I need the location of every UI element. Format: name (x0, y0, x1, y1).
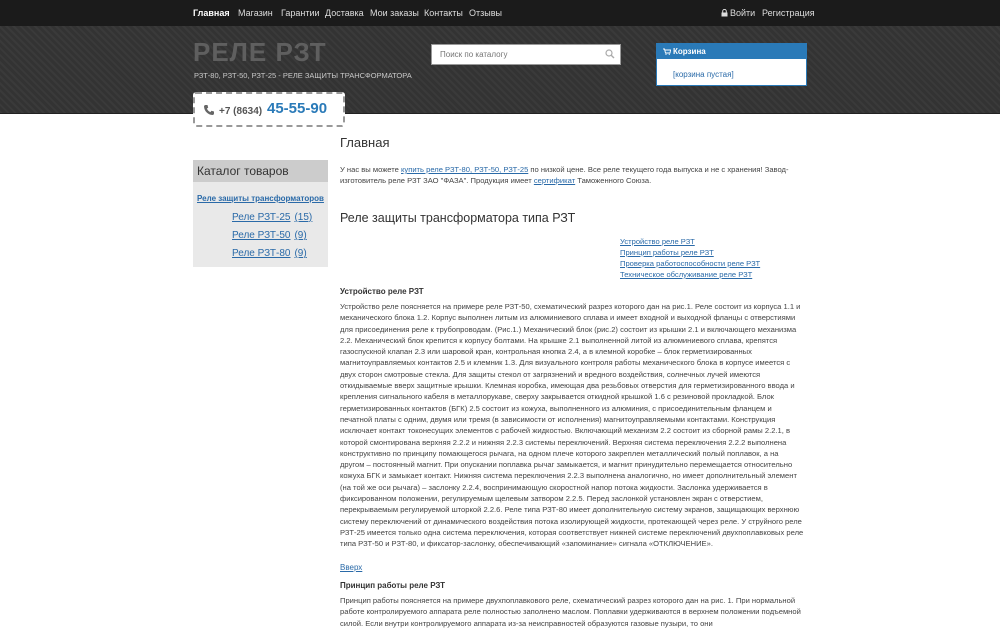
toc-link-maintenance[interactable]: Техническое обслуживание реле РЗТ (620, 270, 753, 279)
toc-link-principle[interactable]: Принцип работы реле РЗТ (620, 248, 714, 257)
phone-code: +7 (8634) (219, 106, 263, 117)
catalog-item-rzt25[interactable] (232, 212, 312, 223)
catalog-item-count: (9) (294, 248, 307, 259)
phone-number[interactable]: 45-55-90 (267, 100, 328, 117)
catalog-item-label: Реле РЗТ-50 (232, 230, 291, 241)
subsection-title-device: Устройство реле РЗТ (340, 287, 424, 296)
nav-my-orders[interactable]: Мои заказы (370, 8, 419, 18)
intro-paragraph (340, 164, 805, 186)
site-logo[interactable]: РЕЛЕ РЗТ (193, 37, 327, 67)
site-tagline: РЗТ-80, РЗТ-50, РЗТ-25 - РЕЛЕ ЗАЩИТЫ ТРАНСФОРМАТОРА (194, 71, 412, 80)
nav-guarantees[interactable]: Гарантии (281, 8, 320, 18)
nav-contacts[interactable]: Контакты (424, 8, 463, 18)
back-to-top-link[interactable]: Вверх (340, 563, 363, 572)
search-input[interactable] (432, 45, 600, 64)
buy-relay-link[interactable]: купить реле РЗТ-80, РЗТ-50, РЗТ-25 (401, 165, 529, 174)
catalog-category-link[interactable]: Реле защиты трансформаторов (197, 194, 324, 203)
catalog-title: Каталог товаров (197, 164, 289, 178)
login-label: Войти (730, 8, 756, 18)
cart-box[interactable] (656, 43, 807, 86)
site-header (0, 26, 1000, 117)
catalog-item-count: (15) (294, 212, 313, 223)
nav-home[interactable]: Главная (193, 8, 230, 18)
intro-text-end: Таможенного Союза. (575, 176, 652, 185)
device-paragraph: Устройство реле поясняется на примере реле РЗТ-50, схематический разрез которого дан на рис.1. Реле состоит из корпуса 1.1 и механического блока 1.2. Корпус выполнен литым из алюминиевого сплава и имеет входной и выходной фланцы с отверстиями для присоединения реле к трубопроводам. (Рис.1.) Механический блок (рис.2) состоит из крышки 2.1 и включающего механизма 2.2. Механический блок крепится к корпусу болтами. На крышке 2.1 выполненной литой из алюминиевого сплава, крепятся газоспускной клапан 2.3 или шаровой кран, контрольная кнопка 2.4, а в клемной коробке – блок герметизированных магнитоуправляемых контактов 2.5 и клемник 1.3. Для визуального контроля работы механического блока в корпусе имеется с двух сторон смотровые стекла. Для защиты стекол от загрязнений и вредного воздействия, солнечных лучей имеются откидываемые вверх защитные крышки. Клемная коробка, имеющая два резьбовых отверстия для герметизированного ввода и крепления сигнального кабеля в металлорукаве, сверху закрывается откидной крышкой 1.6 с резиновой прокладкой. Блок герметизированных контактов (БГК) 2.5 состоит из кожуха, выполненного из алюминия, с присоединительным фланцем и печатной платы с одним, двумя или тремя (в зависимости от исполнения) магнитоуправляемыми контактами. Конструкция исключает контакт токонесущих элементов с рабочей жидкостью. Включающий механизм 2.2 состоит из сборной рамы 2.2.1, в которой смонтирована верхняя 2.2.2 и нижняя 2.2.3 системы переключений. Верхняя система переключения 2.2.2 выполнена конструктивно по принципу помающегося рычага, на одном плече которого закреплен металлический полый поплавок, а на другом – постоянный магнит. При опускании поплавка рычаг замыкается, и магнит принудительно перемещается относительно кожуха БГК и замыкает контакт. Нижняя система переключения 2.2.3 выполнена аналогично, но имеет дополнительный элемент (на той же оси рычага) – заслонку 2.2.4, воспринимающую скоростной напор потока жидкости. Заслонка удерживается в фиксированном положении, регулируемым щелевым затвором 2.2.5. Перед заслонкой установлен экран с отверстием, перекрываемым регулируемой шторкой 2.2.6. Реле типа РЗТ-80 имеет дополнительную систему экранов, защищающих верхнюю систему переключений от динамического воздействия потока изолирующей жидкости, протекающей через реле. У струйного реле РЗТ-25 имеется только одна система переключения, которая соответствует нижней системе переключений двухпоплавковых реле типа РЗТ-50 и РЗТ-80, и фиксатор-заслонку, обеспечивающий «запоминание» сигнала «ОТКЛЮЧЕНИЕ». (340, 302, 804, 549)
catalog-item-rzt80[interactable] (232, 248, 307, 259)
cart-header (657, 44, 806, 59)
nav-delivery[interactable]: Доставка (325, 8, 364, 18)
catalog-item-count: (9) (294, 230, 307, 241)
catalog-item-label: Реле РЗТ-25 (232, 212, 291, 223)
catalog-sidebar (193, 160, 328, 267)
phone-icon (203, 104, 215, 116)
search-icon[interactable] (605, 49, 615, 59)
toc-link-check[interactable]: Проверка работоспособности реле РЗТ (620, 259, 761, 268)
lock-icon (721, 9, 728, 17)
cart-empty-text: [корзина пустая] (673, 70, 734, 79)
intro-text-mid: по низкой цене. Все реле текущего года выпуска и не с хранения! Завод-изготовитель реле РЗТ ЗАО "ФАЗА". Продукция имеет (340, 165, 789, 185)
search-box (431, 44, 621, 65)
toc-link-device[interactable]: Устройство реле РЗТ (620, 237, 695, 246)
nav-reviews[interactable]: Отзывы (469, 8, 502, 18)
catalog-item-label: Реле РЗТ-80 (232, 248, 291, 259)
login-link[interactable] (721, 8, 755, 18)
top-nav (0, 0, 1000, 26)
page-title: Главная (340, 135, 390, 150)
catalog-header (193, 160, 328, 182)
subsection-title-principle: Принцип работы реле РЗТ (340, 581, 446, 590)
section-title: Реле защиты трансформатора типа РЗТ (340, 211, 576, 225)
register-link[interactable]: Регистрация (762, 8, 815, 18)
intro-text-start: У нас вы можете (340, 165, 401, 174)
cart-icon (663, 48, 671, 55)
cart-title: Корзина (673, 47, 706, 56)
phone-box (193, 92, 345, 127)
certificate-link[interactable]: сертификат (533, 176, 576, 185)
principle-paragraph: Принцип работы поясняется на примере двухпоплавкового реле, схематический разрез которого дан на рис. 1. При нормальной работе контролируемого аппарата реле полностью заполнено маслом. Поплавки удерживаются в верхнем положении подъемной силой. Если внутри контролируемого аппарата из-за неисправностей образуются газовые пузыри, то они (340, 596, 801, 628)
table-of-contents (620, 236, 760, 280)
catalog-item-rzt50[interactable] (232, 230, 307, 241)
nav-shop[interactable]: Магазин (238, 8, 273, 18)
